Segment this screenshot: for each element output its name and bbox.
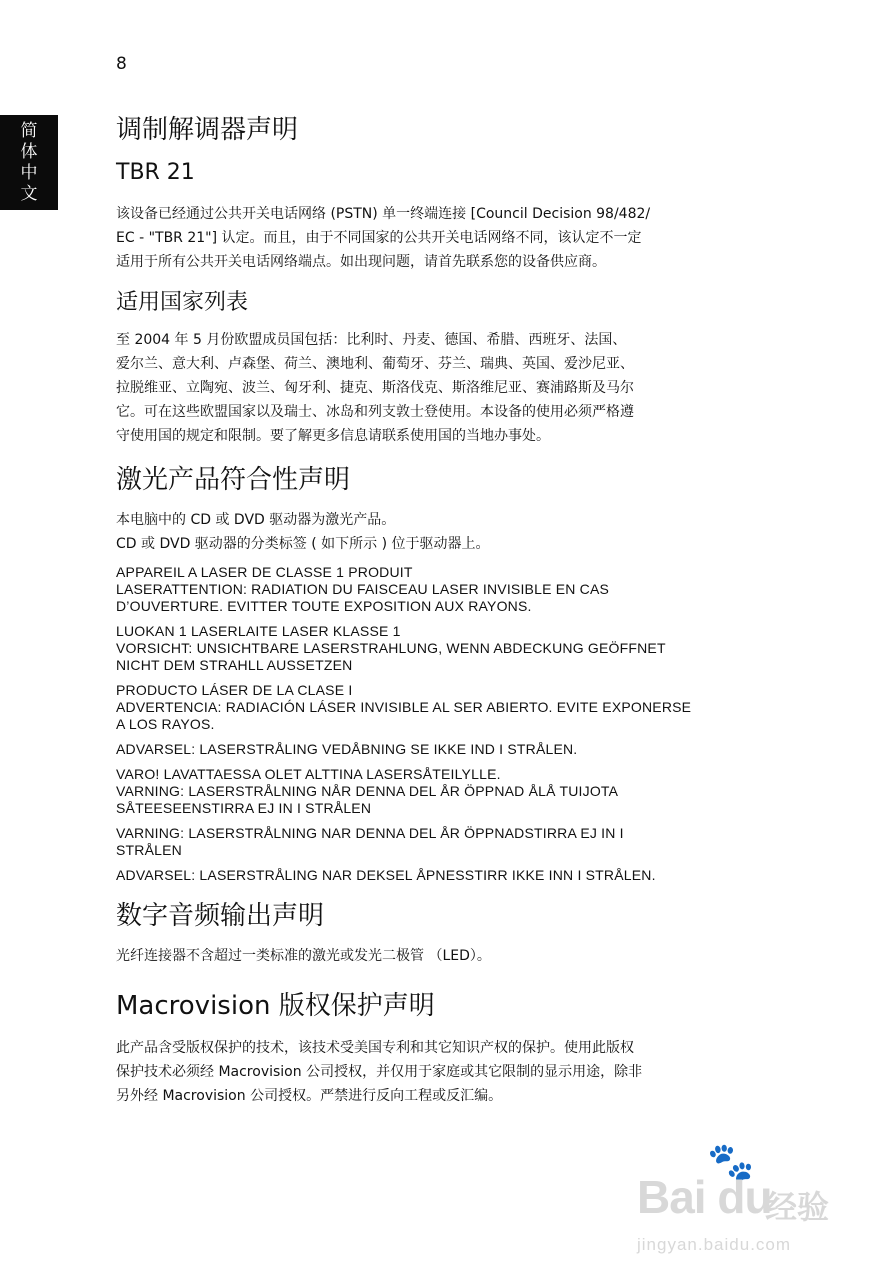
- laser-warning-block: PRODUCTO LÁSER DE LA CLASE I ADVERTENCIA: RADIACIÓN LÁSER INVISIBLE AL SER ABIERTO. EVITE EXPONERSE A LOS RAYOS.: [116, 682, 692, 732]
- laser-warning-block: APPAREIL A LASER DE CLASSE 1 PRODUIT LASERATTENTION: RADIATION DU FAISCEAU LASER INVISIBLE EN CAS D’OUVERTURE. EVITTER TOUTE EXPOSITION AUX RAYONS.: [116, 564, 610, 614]
- laser-warning-block: VARNING: LASERSTRÅLNING NAR DENNA DEL ÅR ÖPPNADSTIRRA EJ IN I STRÅLEN: [116, 825, 624, 858]
- baidu-jingyan-watermark: [637, 1140, 867, 1270]
- laser-title: 激光产品符合性声明: [116, 465, 351, 495]
- macrovision-title: Macrovision 版权保护声明: [116, 991, 435, 1021]
- countries-title: 适用国家列表: [116, 290, 249, 315]
- laser-warning-block: ADVARSEL: LASERSTRÅLING VEDÅBNING SE IKKE IND I STRÅLEN.: [116, 741, 578, 757]
- audio-paragraph: 光纤连接器不含超过一类标准的激光或发光二极管 （LED）。: [116, 948, 491, 964]
- page-number: 8: [116, 54, 127, 74]
- language-tab-char: 体: [20, 141, 38, 162]
- watermark-cn: 经验: [765, 1188, 830, 1226]
- laser-intro: 本电脑中的 CD 或 DVD 驱动器为激光产品。 CD 或 DVD 驱动器的分类标签 ( 如下所示 ) 位于驱动器上。: [116, 512, 490, 552]
- watermark-logo: Bai du: [637, 1171, 772, 1223]
- countries-paragraph: 至 2004 年 5 月份欧盟成员国包括：比利时、丹麦、德国、希腊、西班牙、法国、 爱尔兰、意大利、卢森堡、荷兰、澳地利、葡萄牙、芬兰、瑞典、英国、爱沙尼亚、 拉脱维亚、立陶宛、波兰、匈牙利、捷克、斯洛伐克、斯洛维尼亚、赛浦路斯及马尔 它。可在这些欧盟国家以及瑞士、冰岛和列支敦士登使用。本设备的使用必须严格遵 守使用国的规定和限制。要了解更多信息请联系使用国的当地办事处。: [116, 332, 634, 444]
- watermark-url: jingyan.baidu.com: [637, 1235, 792, 1254]
- document-body: [116, 112, 766, 1116]
- language-tab-char: 简: [20, 120, 38, 141]
- laser-warning-block: LUOKAN 1 LASERLAITE LASER KLASSE 1 VORSICHT: UNSICHTBARE LASERSTRAHLUNG, WENN ABDECKUNG GEÖFFNET NICHT DEM STRAHLL AUSSETZEN: [116, 623, 666, 673]
- laser-warning-block: VARO! LAVATTAESSA OLET ALTTINA LASERSÅTEILYLLE. VARNING: LASERSTRÅLNING NÅR DENNA DEL ÅR ÖPPNAD ÅLÅ TUIJOTA SÅTEESEENSTIRRA EJ IN I STRÅLEN: [116, 766, 619, 816]
- macrovision-paragraph: 此产品含受版权保护的技术，该技术受美国专利和其它知识产权的保护。使用此版权 保护技术必须经 Macrovision 公司授权，并仅用于家庭或其它限制的显示用途，除非 另外经 Macrovision 公司授权。严禁进行反向工程或反汇编。: [116, 1040, 643, 1104]
- modem-subtitle: TBR 21: [116, 160, 195, 185]
- language-tab-char: 中: [20, 162, 38, 183]
- modem-paragraph: 该设备已经通过公共开关电话网络 (PSTN) 单一终端连接 [Council Decision 98/482/ EC - "TBR 21"] 认定。而且，由于不同国家的公共开关电话网络不同，该认定不一定 适用于所有公共开关电话网络端点。如出现问题，请首先联系您的设备供应商。: [116, 206, 651, 270]
- language-tab-char: 文: [20, 183, 38, 204]
- modem-title: 调制解调器声明: [116, 115, 299, 145]
- audio-title: 数字音频输出声明: [116, 901, 325, 931]
- language-tab: [0, 115, 58, 210]
- paw-icon: 🐾: [707, 1140, 755, 1184]
- laser-warning-block: ADVARSEL: LASERSTRÅLING NAR DEKSEL ÅPNESSTIRR IKKE INN I STRÅLEN.: [116, 867, 656, 883]
- laser-warnings: [116, 564, 766, 884]
